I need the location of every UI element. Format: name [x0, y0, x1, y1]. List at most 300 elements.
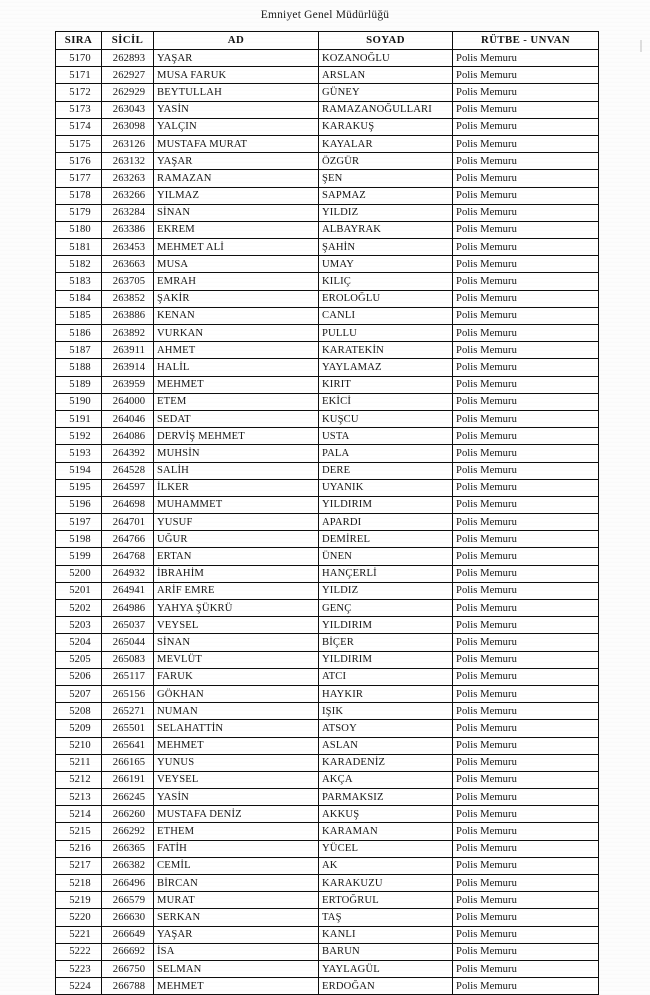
- table-row: [56, 428, 599, 445]
- cell-soyad: YILDIZ: [319, 582, 453, 599]
- cell-rutbe: Polis Memuru: [453, 84, 599, 101]
- table-row: [56, 926, 599, 943]
- cell-sira: 5204: [56, 634, 102, 651]
- cell-sicil: 266750: [102, 960, 154, 977]
- cell-sicil: 266382: [102, 857, 154, 874]
- cell-soyad: AKÇA: [319, 771, 453, 788]
- cell-soyad: ATCI: [319, 668, 453, 685]
- cell-soyad: BİÇER: [319, 634, 453, 651]
- cell-soyad: ALBAYRAK: [319, 221, 453, 238]
- cell-rutbe: Polis Memuru: [453, 393, 599, 410]
- cell-rutbe: Polis Memuru: [453, 153, 599, 170]
- table-header-row: [56, 32, 599, 50]
- table-row: [56, 909, 599, 926]
- cell-sicil: 264046: [102, 410, 154, 427]
- cell-sicil: 265501: [102, 720, 154, 737]
- cell-sira: 5214: [56, 806, 102, 823]
- cell-sira: 5185: [56, 307, 102, 324]
- cell-soyad: YILDIRIM: [319, 651, 453, 668]
- cell-soyad: AK: [319, 857, 453, 874]
- cell-ad: YALÇIN: [154, 118, 319, 135]
- table-row: [56, 256, 599, 273]
- cell-sira: 5216: [56, 840, 102, 857]
- cell-ad: MEHMET ALİ: [154, 239, 319, 256]
- cell-sicil: 263705: [102, 273, 154, 290]
- cell-rutbe: Polis Memuru: [453, 771, 599, 788]
- cell-ad: YILMAZ: [154, 187, 319, 204]
- cell-sira: 5178: [56, 187, 102, 204]
- column-header-sira: SIRA: [56, 32, 102, 50]
- cell-sicil: 265044: [102, 634, 154, 651]
- cell-sira: 5205: [56, 651, 102, 668]
- cell-sicil: 263126: [102, 135, 154, 152]
- cell-sira: 5189: [56, 376, 102, 393]
- cell-rutbe: Polis Memuru: [453, 307, 599, 324]
- cell-rutbe: Polis Memuru: [453, 685, 599, 702]
- cell-sicil: 264698: [102, 496, 154, 513]
- cell-rutbe: Polis Memuru: [453, 754, 599, 771]
- cell-ad: İBRAHİM: [154, 565, 319, 582]
- cell-ad: YAŞAR: [154, 50, 319, 67]
- cell-soyad: YILDIZ: [319, 204, 453, 221]
- table-row: [56, 239, 599, 256]
- cell-sicil: 266649: [102, 926, 154, 943]
- cell-sira: 5177: [56, 170, 102, 187]
- cell-sira: 5212: [56, 771, 102, 788]
- cell-ad: DERVİŞ MEHMET: [154, 428, 319, 445]
- cell-ad: EMRAH: [154, 273, 319, 290]
- table-row: [56, 840, 599, 857]
- table-row: [56, 67, 599, 84]
- cell-ad: RAMAZAN: [154, 170, 319, 187]
- table-row: [56, 393, 599, 410]
- cell-sicil: 265271: [102, 703, 154, 720]
- cell-sicil: 263663: [102, 256, 154, 273]
- personnel-table-container: [55, 31, 598, 995]
- cell-sira: 5181: [56, 239, 102, 256]
- table-row: [56, 187, 599, 204]
- cell-sira: 5221: [56, 926, 102, 943]
- cell-ad: SELMAN: [154, 960, 319, 977]
- cell-soyad: ERDOĞAN: [319, 978, 453, 995]
- cell-soyad: ERTOĞRUL: [319, 892, 453, 909]
- cell-soyad: PALA: [319, 445, 453, 462]
- cell-sicil: 264086: [102, 428, 154, 445]
- cell-rutbe: Polis Memuru: [453, 239, 599, 256]
- cell-rutbe: Polis Memuru: [453, 50, 599, 67]
- cell-sira: 5171: [56, 67, 102, 84]
- cell-ad: NUMAN: [154, 703, 319, 720]
- cell-soyad: KARAKUZU: [319, 875, 453, 892]
- cell-sicil: 263386: [102, 221, 154, 238]
- cell-rutbe: Polis Memuru: [453, 668, 599, 685]
- cell-rutbe: Polis Memuru: [453, 875, 599, 892]
- table-row: [56, 703, 599, 720]
- cell-sicil: 264000: [102, 393, 154, 410]
- cell-ad: ERTAN: [154, 548, 319, 565]
- cell-sira: 5218: [56, 875, 102, 892]
- table-row: [56, 582, 599, 599]
- table-row: [56, 943, 599, 960]
- cell-sicil: 262927: [102, 67, 154, 84]
- cell-sicil: 266292: [102, 823, 154, 840]
- cell-sicil: 264932: [102, 565, 154, 582]
- cell-ad: MUSA: [154, 256, 319, 273]
- cell-sira: 5183: [56, 273, 102, 290]
- cell-soyad: YAYLAMAZ: [319, 359, 453, 376]
- cell-ad: SİNAN: [154, 634, 319, 651]
- cell-soyad: ATSOY: [319, 720, 453, 737]
- cell-ad: ETHEM: [154, 823, 319, 840]
- cell-soyad: RAMAZANOĞULLARI: [319, 101, 453, 118]
- table-row: [56, 668, 599, 685]
- table-row: [56, 771, 599, 788]
- cell-soyad: PULLU: [319, 325, 453, 342]
- cell-sicil: 263263: [102, 170, 154, 187]
- cell-sira: 5191: [56, 410, 102, 427]
- cell-rutbe: Polis Memuru: [453, 462, 599, 479]
- cell-soyad: TAŞ: [319, 909, 453, 926]
- cell-sira: 5173: [56, 101, 102, 118]
- cell-soyad: KARAMAN: [319, 823, 453, 840]
- cell-sicil: 265117: [102, 668, 154, 685]
- cell-sira: 5206: [56, 668, 102, 685]
- cell-sira: 5201: [56, 582, 102, 599]
- cell-ad: MEHMET: [154, 376, 319, 393]
- table-row: [56, 479, 599, 496]
- cell-sira: 5213: [56, 789, 102, 806]
- cell-sicil: 262929: [102, 84, 154, 101]
- cell-soyad: ASLAN: [319, 737, 453, 754]
- cell-ad: YUSUF: [154, 514, 319, 531]
- cell-rutbe: Polis Memuru: [453, 479, 599, 496]
- cell-rutbe: Polis Memuru: [453, 101, 599, 118]
- table-header: [56, 32, 599, 50]
- cell-sicil: 264766: [102, 531, 154, 548]
- cell-ad: EKREM: [154, 221, 319, 238]
- cell-rutbe: Polis Memuru: [453, 514, 599, 531]
- table-row: [56, 806, 599, 823]
- cell-sicil: 263914: [102, 359, 154, 376]
- cell-sira: 5180: [56, 221, 102, 238]
- table-row: [56, 325, 599, 342]
- cell-sicil: 266496: [102, 875, 154, 892]
- cell-soyad: EKİCİ: [319, 393, 453, 410]
- table-row: [56, 376, 599, 393]
- cell-soyad: KANLI: [319, 926, 453, 943]
- cell-sicil: 266630: [102, 909, 154, 926]
- cell-rutbe: Polis Memuru: [453, 221, 599, 238]
- cell-sicil: 265083: [102, 651, 154, 668]
- table-row: [56, 960, 599, 977]
- cell-sira: 5170: [56, 50, 102, 67]
- cell-ad: BEYTULLAH: [154, 84, 319, 101]
- cell-ad: HALİL: [154, 359, 319, 376]
- table-row: [56, 135, 599, 152]
- cell-rutbe: Polis Memuru: [453, 565, 599, 582]
- cell-soyad: KIRIT: [319, 376, 453, 393]
- cell-soyad: ŞEN: [319, 170, 453, 187]
- cell-sira: 5187: [56, 342, 102, 359]
- cell-soyad: DERE: [319, 462, 453, 479]
- table-row: [56, 50, 599, 67]
- cell-rutbe: Polis Memuru: [453, 909, 599, 926]
- cell-ad: MEVLÜT: [154, 651, 319, 668]
- cell-soyad: AKKUŞ: [319, 806, 453, 823]
- cell-rutbe: Polis Memuru: [453, 290, 599, 307]
- table-row: [56, 462, 599, 479]
- cell-soyad: YILDIRIM: [319, 617, 453, 634]
- table-row: [56, 789, 599, 806]
- cell-rutbe: Polis Memuru: [453, 445, 599, 462]
- cell-ad: YAŞAR: [154, 153, 319, 170]
- cell-sira: 5188: [56, 359, 102, 376]
- cell-rutbe: Polis Memuru: [453, 582, 599, 599]
- cell-sira: 5194: [56, 462, 102, 479]
- cell-sicil: 266579: [102, 892, 154, 909]
- cell-sicil: 266191: [102, 771, 154, 788]
- cell-soyad: HAYKIR: [319, 685, 453, 702]
- cell-soyad: YÜCEL: [319, 840, 453, 857]
- cell-rutbe: Polis Memuru: [453, 325, 599, 342]
- cell-sicil: 263852: [102, 290, 154, 307]
- cell-ad: İLKER: [154, 479, 319, 496]
- cell-soyad: KARATEKİN: [319, 342, 453, 359]
- cell-rutbe: Polis Memuru: [453, 840, 599, 857]
- table-row: [56, 514, 599, 531]
- cell-rutbe: Polis Memuru: [453, 806, 599, 823]
- cell-rutbe: Polis Memuru: [453, 789, 599, 806]
- cell-sicil: 266165: [102, 754, 154, 771]
- cell-soyad: SAPMAZ: [319, 187, 453, 204]
- cell-sicil: 263453: [102, 239, 154, 256]
- cell-soyad: HANÇERLİ: [319, 565, 453, 582]
- cell-ad: BİRCAN: [154, 875, 319, 892]
- table-row: [56, 204, 599, 221]
- cell-sicil: 263886: [102, 307, 154, 324]
- table-row: [56, 307, 599, 324]
- cell-sicil: 264701: [102, 514, 154, 531]
- column-header-ad: AD: [154, 32, 319, 50]
- cell-sira: 5192: [56, 428, 102, 445]
- cell-soyad: DEMİREL: [319, 531, 453, 548]
- cell-sira: 5220: [56, 909, 102, 926]
- cell-sira: 5176: [56, 153, 102, 170]
- cell-soyad: EROLOĞLU: [319, 290, 453, 307]
- cell-rutbe: Polis Memuru: [453, 428, 599, 445]
- cell-rutbe: Polis Memuru: [453, 67, 599, 84]
- table-row: [56, 634, 599, 651]
- table-row: [56, 737, 599, 754]
- cell-soyad: KOZANOĞLU: [319, 50, 453, 67]
- cell-sira: 5203: [56, 617, 102, 634]
- cell-sira: 5196: [56, 496, 102, 513]
- personnel-table: [55, 31, 599, 995]
- page-title: Emniyet Genel Müdürlüğü: [260, 9, 390, 21]
- cell-ad: MUHSİN: [154, 445, 319, 462]
- cell-sira: 5175: [56, 135, 102, 152]
- cell-rutbe: Polis Memuru: [453, 256, 599, 273]
- table-row: [56, 978, 599, 995]
- cell-sira: 5219: [56, 892, 102, 909]
- cell-ad: FARUK: [154, 668, 319, 685]
- cell-sicil: 264392: [102, 445, 154, 462]
- cell-rutbe: Polis Memuru: [453, 943, 599, 960]
- cell-sicil: 263098: [102, 118, 154, 135]
- table-row: [56, 651, 599, 668]
- cell-ad: YAHYA ŞÜKRÜ: [154, 600, 319, 617]
- cell-soyad: KUŞCU: [319, 410, 453, 427]
- table-row: [56, 410, 599, 427]
- cell-rutbe: Polis Memuru: [453, 273, 599, 290]
- cell-sira: 5210: [56, 737, 102, 754]
- cell-ad: CEMİL: [154, 857, 319, 874]
- table-row: [56, 359, 599, 376]
- cell-sicil: 265641: [102, 737, 154, 754]
- scan-edge-mark: [640, 40, 642, 52]
- cell-rutbe: Polis Memuru: [453, 823, 599, 840]
- table-row: [56, 273, 599, 290]
- cell-sira: 5174: [56, 118, 102, 135]
- cell-sicil: 263959: [102, 376, 154, 393]
- table-row: [56, 118, 599, 135]
- cell-soyad: GENÇ: [319, 600, 453, 617]
- cell-sira: 5186: [56, 325, 102, 342]
- cell-soyad: BARUN: [319, 943, 453, 960]
- cell-rutbe: Polis Memuru: [453, 342, 599, 359]
- table-row: [56, 445, 599, 462]
- cell-soyad: IŞIK: [319, 703, 453, 720]
- cell-rutbe: Polis Memuru: [453, 737, 599, 754]
- cell-ad: VEYSEL: [154, 617, 319, 634]
- cell-soyad: ŞAHİN: [319, 239, 453, 256]
- cell-soyad: USTA: [319, 428, 453, 445]
- cell-ad: ŞAKİR: [154, 290, 319, 307]
- cell-soyad: YAYLAGÜL: [319, 960, 453, 977]
- cell-sira: 5222: [56, 943, 102, 960]
- cell-rutbe: Polis Memuru: [453, 170, 599, 187]
- cell-ad: ARİF EMRE: [154, 582, 319, 599]
- cell-soyad: UYANIK: [319, 479, 453, 496]
- cell-sira: 5195: [56, 479, 102, 496]
- cell-soyad: ÖZGÜR: [319, 153, 453, 170]
- column-header-rutbe: RÜTBE - UNVAN: [453, 32, 599, 50]
- cell-rutbe: Polis Memuru: [453, 531, 599, 548]
- cell-rutbe: Polis Memuru: [453, 548, 599, 565]
- cell-sicil: 264986: [102, 600, 154, 617]
- cell-ad: YUNUS: [154, 754, 319, 771]
- cell-rutbe: Polis Memuru: [453, 634, 599, 651]
- cell-sira: 5172: [56, 84, 102, 101]
- cell-rutbe: Polis Memuru: [453, 600, 599, 617]
- table-row: [56, 892, 599, 909]
- table-row: [56, 875, 599, 892]
- cell-sicil: 263266: [102, 187, 154, 204]
- cell-sira: 5209: [56, 720, 102, 737]
- cell-rutbe: Polis Memuru: [453, 118, 599, 135]
- cell-rutbe: Polis Memuru: [453, 926, 599, 943]
- cell-sira: 5190: [56, 393, 102, 410]
- cell-ad: ETEM: [154, 393, 319, 410]
- cell-ad: MEHMET: [154, 978, 319, 995]
- cell-ad: MUSTAFA DENİZ: [154, 806, 319, 823]
- cell-rutbe: Polis Memuru: [453, 703, 599, 720]
- cell-soyad: KARADENİZ: [319, 754, 453, 771]
- cell-ad: VEYSEL: [154, 771, 319, 788]
- cell-ad: MUSA FARUK: [154, 67, 319, 84]
- cell-soyad: APARDI: [319, 514, 453, 531]
- cell-ad: GÖKHAN: [154, 685, 319, 702]
- cell-sicil: 266365: [102, 840, 154, 857]
- cell-sira: 5208: [56, 703, 102, 720]
- cell-rutbe: Polis Memuru: [453, 617, 599, 634]
- cell-rutbe: Polis Memuru: [453, 720, 599, 737]
- cell-sicil: 266245: [102, 789, 154, 806]
- cell-rutbe: Polis Memuru: [453, 135, 599, 152]
- cell-sira: 5184: [56, 290, 102, 307]
- cell-soyad: PARMAKSIZ: [319, 789, 453, 806]
- column-header-soyad: SOYAD: [319, 32, 453, 50]
- cell-sicil: 264528: [102, 462, 154, 479]
- cell-rutbe: Polis Memuru: [453, 857, 599, 874]
- cell-sira: 5199: [56, 548, 102, 565]
- cell-ad: SİNAN: [154, 204, 319, 221]
- cell-sicil: 263132: [102, 153, 154, 170]
- cell-sicil: 265037: [102, 617, 154, 634]
- table-row: [56, 754, 599, 771]
- cell-rutbe: Polis Memuru: [453, 359, 599, 376]
- cell-ad: SALİH: [154, 462, 319, 479]
- cell-sira: 5207: [56, 685, 102, 702]
- cell-soyad: UMAY: [319, 256, 453, 273]
- cell-sira: 5179: [56, 204, 102, 221]
- cell-sicil: 263911: [102, 342, 154, 359]
- table-row: [56, 548, 599, 565]
- cell-sira: 5198: [56, 531, 102, 548]
- cell-soyad: GÜNEY: [319, 84, 453, 101]
- cell-rutbe: Polis Memuru: [453, 187, 599, 204]
- cell-ad: YAŞAR: [154, 926, 319, 943]
- cell-ad: UĞUR: [154, 531, 319, 548]
- cell-ad: MURAT: [154, 892, 319, 909]
- table-body: [56, 50, 599, 995]
- cell-sira: 5182: [56, 256, 102, 273]
- table-row: [56, 565, 599, 582]
- cell-sicil: 263043: [102, 101, 154, 118]
- cell-ad: SEDAT: [154, 410, 319, 427]
- cell-rutbe: Polis Memuru: [453, 204, 599, 221]
- cell-sira: 5223: [56, 960, 102, 977]
- table-row: [56, 531, 599, 548]
- cell-sira: 5193: [56, 445, 102, 462]
- cell-sira: 5202: [56, 600, 102, 617]
- cell-sira: 5197: [56, 514, 102, 531]
- table-row: [56, 101, 599, 118]
- cell-rutbe: Polis Memuru: [453, 978, 599, 995]
- cell-soyad: CANLI: [319, 307, 453, 324]
- cell-rutbe: Polis Memuru: [453, 496, 599, 513]
- cell-ad: FATİH: [154, 840, 319, 857]
- cell-sira: 5211: [56, 754, 102, 771]
- cell-soyad: KARAKUŞ: [319, 118, 453, 135]
- table-row: [56, 221, 599, 238]
- cell-sicil: 263284: [102, 204, 154, 221]
- table-row: [56, 170, 599, 187]
- cell-ad: KENAN: [154, 307, 319, 324]
- cell-rutbe: Polis Memuru: [453, 410, 599, 427]
- cell-ad: MEHMET: [154, 737, 319, 754]
- table-row: [56, 600, 599, 617]
